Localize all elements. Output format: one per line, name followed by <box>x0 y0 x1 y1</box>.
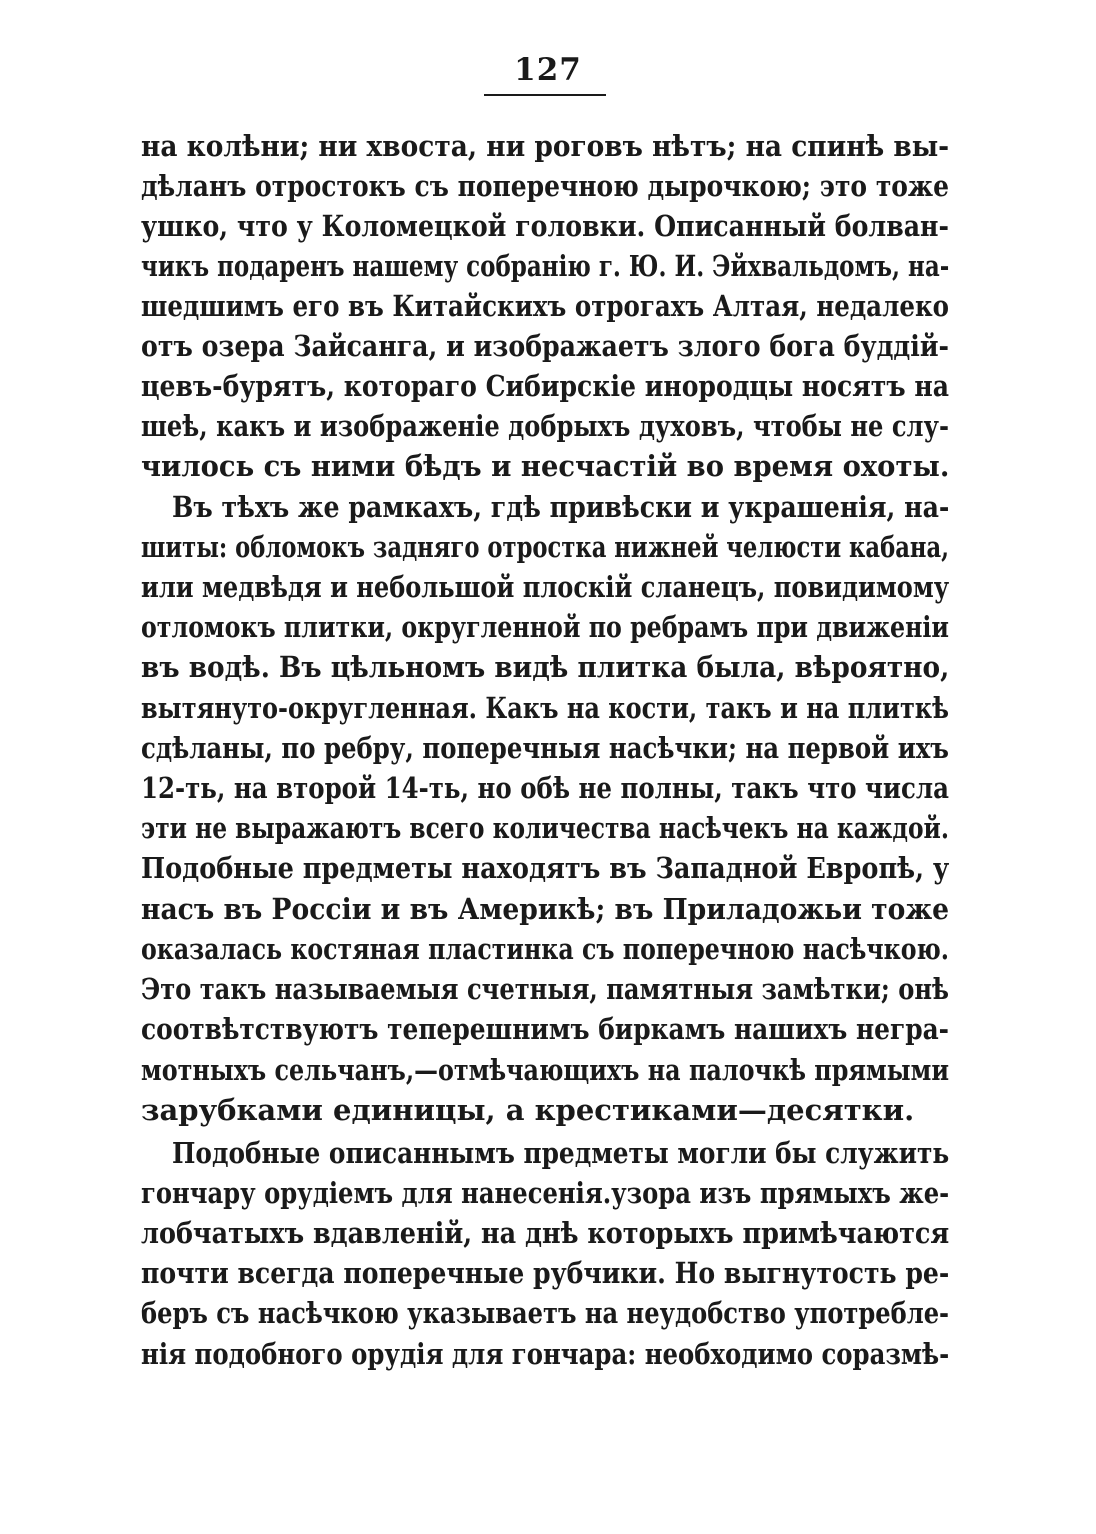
text-line: соотвѣтствуютъ теперешнимъ биркамъ нашихъ негра- <box>141 1012 949 1046</box>
text-line: дѣланъ отростокъ съ поперечною дырочкою; это тоже <box>141 169 949 203</box>
text-line: шедшимъ его въ Китайскихъ отрогахъ Алтая, недалеко <box>141 289 949 323</box>
text-line: чилось съ ними бѣдъ и несчастій во время охоты. <box>141 449 949 483</box>
text-line: ушко, что у Коломецкой головки. Описанный болван- <box>141 209 949 243</box>
text-line: шиты: обломокъ задняго отростка нижней челюсти кабана, <box>141 530 949 564</box>
text-line: Это такъ называемыя счетныя, памятныя замѣтки; онѣ <box>141 972 949 1006</box>
text-line: вытянуто-округленная. Какъ на кости, такъ и на плиткѣ <box>141 691 949 725</box>
page-number: 127 <box>514 52 582 88</box>
text-line: эти не выражаютъ всего количества насѣчекъ на каждой. <box>141 811 949 845</box>
text-line: на колѣни; ни хвоста, ни роговъ нѣтъ; на спинѣ вы- <box>141 129 949 163</box>
text-line: шеѣ, какъ и изображеніе добрыхъ духовъ, чтобы не слу- <box>141 409 949 443</box>
text-line: отъ озера Зайсанга, и изображаетъ злого бога буддій- <box>141 329 949 363</box>
text-line: лобчатыхъ вдавленій, на днѣ которыхъ примѣчаются <box>141 1216 949 1250</box>
text-line: въ водѣ. Въ цѣльномъ видѣ плитка была, вѣроятно, <box>141 650 949 684</box>
text-line: отломокъ плитки, округленной по ребрамъ при движеніи <box>141 610 949 644</box>
text-line: сдѣланы, по ребру, поперечныя насѣчки; на первой ихъ <box>141 731 949 765</box>
text-line: чикъ подаренъ нашему собранію г. Ю. И. Эйхвальдомъ, на- <box>141 249 949 283</box>
text-line: или медвѣдя и небольшой плоскій сланецъ, повидимому <box>141 570 949 604</box>
text-line: цевъ-бурятъ, котораго Сибирскіе инородцы носятъ на <box>141 369 949 403</box>
text-line: гончару орудіемъ для нанесенія.узора изъ прямыхъ же- <box>141 1176 949 1210</box>
header-rule <box>484 94 606 96</box>
text-line: насъ въ Россіи и въ Америкѣ; въ Приладожьи тоже <box>141 892 949 926</box>
text-line: оказалась костяная пластинка съ поперечною насѣчкою. <box>141 932 949 966</box>
text-line: Въ тѣхъ же рамкахъ, гдѣ привѣски и украшенія, на- <box>172 490 949 524</box>
text-line: зарубками единицы, а крестиками—десятки. <box>141 1093 915 1127</box>
text-line: Подобные описаннымъ предметы могли бы служить <box>172 1136 949 1170</box>
text-line: беръ съ насѣчкою указываетъ на неудобство употребле- <box>141 1296 949 1330</box>
text-line: почти всегда поперечные рубчики. Но выгнутость ре- <box>141 1256 949 1290</box>
text-line: мотныхъ сельчанъ,—отмѣчающихъ на палочкѣ прямыми <box>141 1053 949 1087</box>
text-line: нія подобного орудія для гончара: необходимо соразмѣ- <box>141 1337 949 1371</box>
text-line: 12-ть, на второй 14-ть, но обѣ не полны, такъ что числа <box>141 771 949 805</box>
text-line: Подобные предметы находятъ въ Западной Европѣ, у <box>141 851 949 885</box>
